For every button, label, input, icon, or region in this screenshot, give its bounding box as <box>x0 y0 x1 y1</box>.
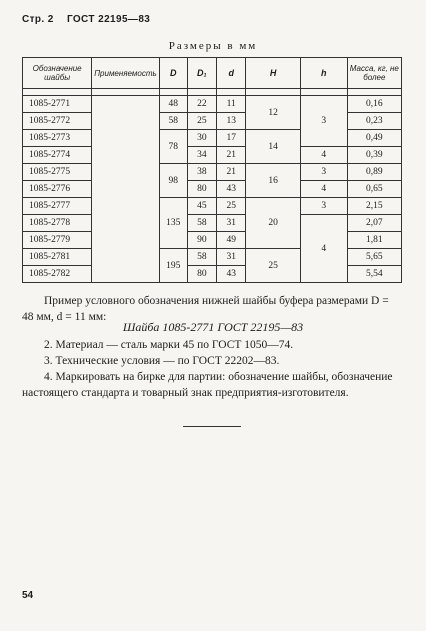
D1-cell: 80 <box>187 181 216 198</box>
requirement-item <box>22 337 402 353</box>
col-mass: Масса, кг, не более <box>347 58 401 89</box>
D1-cell: 25 <box>187 113 216 130</box>
mass-cell: 0,23 <box>347 113 401 130</box>
h-cell: 4 <box>300 181 347 198</box>
mass-cell: 5,54 <box>347 266 401 283</box>
D1-cell: 58 <box>187 215 216 232</box>
section-divider <box>183 426 241 427</box>
requirement-text: 2. Материал — сталь марки 45 по ГОСТ 1050—74. <box>44 339 294 351</box>
D1-cell: 30 <box>187 130 216 147</box>
designation-cell: 1085-2779 <box>23 232 92 249</box>
d-cell: 31 <box>217 249 246 266</box>
requirement-text: 3. Технические условия — по ГОСТ 22202—83. <box>44 355 280 367</box>
d-cell: 43 <box>217 181 246 198</box>
h-cell: 4 <box>300 147 347 164</box>
mass-cell: 2,07 <box>347 215 401 232</box>
requirement-text: 4. Маркировать на бирке для партии: обозначение шайбы, обозначение настоящего стандарта и товарный знак предприятия-изготовителя. <box>22 371 393 399</box>
H-cell: 25 <box>246 249 300 283</box>
d-cell: 25 <box>217 198 246 215</box>
D-cell: 48 <box>159 96 187 113</box>
table-row <box>23 198 402 215</box>
H-cell: 12 <box>246 96 300 130</box>
d-cell: 31 <box>217 215 246 232</box>
D1-cell: 22 <box>187 96 216 113</box>
D-cell: 135 <box>159 198 187 249</box>
d-cell: 17 <box>217 130 246 147</box>
col-h: h <box>300 58 347 89</box>
standard-label: ГОСТ 22195—83 <box>66 14 151 25</box>
table-row <box>23 147 402 164</box>
d-cell: 13 <box>217 113 246 130</box>
requirement-item <box>22 353 402 369</box>
d-cell: 11 <box>217 96 246 113</box>
H-cell: 16 <box>246 164 300 198</box>
d-cell: 49 <box>217 232 246 249</box>
D1-cell: 45 <box>187 198 216 215</box>
D1-cell: 38 <box>187 164 216 181</box>
col-d: d <box>217 58 246 89</box>
table-row <box>23 96 402 113</box>
designation-cell: 1085-2772 <box>23 113 92 130</box>
col-D1: D₁ <box>187 58 216 89</box>
d-cell: 21 <box>217 147 246 164</box>
col-H: H <box>246 58 300 89</box>
designation-cell: 1085-2777 <box>23 198 92 215</box>
col-D: D <box>159 58 187 89</box>
designation-cell: 1085-2782 <box>23 266 92 283</box>
D1-cell: 90 <box>187 232 216 249</box>
designation-cell: 1085-2775 <box>23 164 92 181</box>
col-applicability: Применяемость <box>92 58 159 89</box>
designation-cell: 1085-2781 <box>23 249 92 266</box>
mass-cell: 0,49 <box>347 130 401 147</box>
d-cell: 21 <box>217 164 246 181</box>
mass-cell: 0,89 <box>347 164 401 181</box>
applicability-cell <box>92 96 159 283</box>
example-formula: Шайба 1085-2771 ГОСТ 22195—83 <box>122 320 304 334</box>
table-row <box>23 181 402 198</box>
requirement-item <box>22 369 402 401</box>
table-row <box>23 215 402 232</box>
d-cell: 43 <box>217 266 246 283</box>
h-cell: 4 <box>300 215 347 283</box>
designation-cell: 1085-2771 <box>23 96 92 113</box>
D1-cell: 58 <box>187 249 216 266</box>
mass-cell: 2,15 <box>347 198 401 215</box>
designation-cell: 1085-2778 <box>23 215 92 232</box>
D-cell: 58 <box>159 113 187 130</box>
designation-cell: 1085-2776 <box>23 181 92 198</box>
mass-cell: 5,65 <box>347 249 401 266</box>
D-cell: 98 <box>159 164 187 198</box>
table-row <box>23 164 402 181</box>
example-text: Пример условного обозначения нижней шайбы буфера размерами D = 48 мм, d = 11 мм: <box>22 295 389 323</box>
page-label: Стр. 2 <box>22 14 54 25</box>
H-cell: 14 <box>246 130 300 164</box>
mass-cell: 0,16 <box>347 96 401 113</box>
D-cell: 78 <box>159 130 187 164</box>
table-caption: Размеры в мм <box>168 40 258 52</box>
mass-cell: 0,65 <box>347 181 401 198</box>
D1-cell: 80 <box>187 266 216 283</box>
page-number: 54 <box>22 590 34 601</box>
D-cell: 195 <box>159 249 187 283</box>
mass-cell: 0,39 <box>347 147 401 164</box>
dimensions-table <box>22 57 402 283</box>
mass-cell: 1,81 <box>347 232 401 249</box>
designation-cell: 1085-2774 <box>23 147 92 164</box>
H-cell: 20 <box>246 198 300 249</box>
table-header-row <box>23 58 402 89</box>
h-cell: 3 <box>300 198 347 215</box>
h-cell: 3 <box>300 164 347 181</box>
h-cell: 3 <box>300 96 347 147</box>
col-designation: Обозначение шайбы <box>23 58 92 89</box>
requirements-list <box>22 337 402 401</box>
D1-cell: 34 <box>187 147 216 164</box>
page-header <box>22 14 160 25</box>
designation-cell: 1085-2773 <box>23 130 92 147</box>
